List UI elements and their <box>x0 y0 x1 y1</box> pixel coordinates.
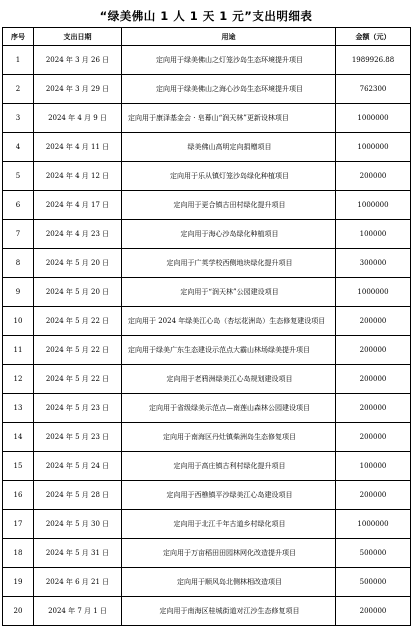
cell-index: 6 <box>3 191 34 220</box>
cell-index: 15 <box>3 452 34 481</box>
cell-date: 2024 年 5 月 22 日 <box>34 307 122 336</box>
table-row <box>3 568 411 597</box>
table-row <box>3 162 411 191</box>
cell-purpose: 定向用于绿美佛山之海心沙岛生态环境提升项目 <box>122 75 336 104</box>
cell-index: 17 <box>3 510 34 539</box>
cell-date: 2024 年 3 月 26 日 <box>34 46 122 75</box>
cell-purpose: 绿美佛山高明定向捐赠项目 <box>122 133 336 162</box>
table-row <box>3 191 411 220</box>
cell-amount: 500000 <box>336 539 411 568</box>
cell-purpose: 定向用于老鸦洲绿美江心岛规划建设项目 <box>122 365 336 394</box>
table-row <box>3 423 411 452</box>
column-header-purpose: 用途 <box>122 28 336 46</box>
table-row <box>3 307 411 336</box>
cell-date: 2024 年 3 月 29 日 <box>34 75 122 104</box>
cell-date: 2024 年 4 月 11 日 <box>34 133 122 162</box>
cell-index: 3 <box>3 104 34 133</box>
cell-index: 14 <box>3 423 34 452</box>
cell-amount: 1000000 <box>336 278 411 307</box>
table-row <box>3 104 411 133</box>
table-row <box>3 75 411 104</box>
expenditure-table <box>2 27 411 626</box>
cell-index: 9 <box>3 278 34 307</box>
table-body <box>3 46 411 626</box>
cell-date: 2024 年 5 月 23 日 <box>34 423 122 452</box>
cell-index: 11 <box>3 336 34 365</box>
cell-index: 13 <box>3 394 34 423</box>
cell-purpose: 定向用于乐从镇灯笼沙岛绿化种植项目 <box>122 162 336 191</box>
cell-amount: 300000 <box>336 249 411 278</box>
cell-amount: 100000 <box>336 452 411 481</box>
table-row <box>3 481 411 510</box>
cell-date: 2024 年 5 月 30 日 <box>34 510 122 539</box>
cell-date: 2024 年 5 月 31 日 <box>34 539 122 568</box>
cell-purpose: 定向用于顺风岛北侧林相改造项目 <box>122 568 336 597</box>
table-header-row <box>3 28 411 46</box>
cell-date: 2024 年 4 月 12 日 <box>34 162 122 191</box>
document-title: “绿美佛山 1 人 1 天 1 元”支出明细表 <box>99 9 313 23</box>
cell-amount: 200000 <box>336 423 411 452</box>
column-header-date: 支出日期 <box>34 28 122 46</box>
cell-amount: 200000 <box>336 481 411 510</box>
cell-amount: 100000 <box>336 220 411 249</box>
table-row <box>3 394 411 423</box>
cell-purpose: 定向用于 2024 年绿美江心岛（杏坛花洲岛）生态修复建设项目 <box>122 307 336 336</box>
cell-purpose: 定向用于绿美广东生态建设示范点大霸山林场绿美提升项目 <box>122 336 336 365</box>
table-row <box>3 510 411 539</box>
cell-purpose: 定向用于康泽基金会 · 皂幕山“润天林”更新设林项目 <box>122 104 336 133</box>
table-row <box>3 365 411 394</box>
column-header-index: 序号 <box>3 28 34 46</box>
cell-purpose: 定向用于广英学校西侧地块绿化提升项目 <box>122 249 336 278</box>
table-row <box>3 249 411 278</box>
table-row <box>3 220 411 249</box>
cell-date: 2024 年 5 月 23 日 <box>34 394 122 423</box>
cell-amount: 200000 <box>336 162 411 191</box>
cell-date: 2024 年 5 月 24 日 <box>34 452 122 481</box>
table-row <box>3 133 411 162</box>
cell-index: 20 <box>3 597 34 626</box>
cell-amount: 1000000 <box>336 191 411 220</box>
cell-date: 2024 年 5 月 22 日 <box>34 336 122 365</box>
cell-date: 2024 年 4 月 17 日 <box>34 191 122 220</box>
cell-index: 19 <box>3 568 34 597</box>
table-row <box>3 336 411 365</box>
cell-amount: 1989926.88 <box>336 46 411 75</box>
cell-index: 10 <box>3 307 34 336</box>
cell-date: 2024 年 4 月 23 日 <box>34 220 122 249</box>
cell-index: 2 <box>3 75 34 104</box>
cell-index: 16 <box>3 481 34 510</box>
table-row <box>3 278 411 307</box>
cell-amount: 500000 <box>336 568 411 597</box>
cell-amount: 200000 <box>336 597 411 626</box>
cell-index: 7 <box>3 220 34 249</box>
cell-amount: 200000 <box>336 365 411 394</box>
column-header-amount: 金额（元） <box>336 28 411 46</box>
cell-date: 2024 年 5 月 22 日 <box>34 365 122 394</box>
cell-index: 12 <box>3 365 34 394</box>
cell-date: 2024 年 5 月 20 日 <box>34 249 122 278</box>
cell-date: 2024 年 5 月 28 日 <box>34 481 122 510</box>
table-row <box>3 597 411 626</box>
cell-index: 8 <box>3 249 34 278</box>
cell-purpose: 定向用于高庄镇古利村绿化提升项目 <box>122 452 336 481</box>
cell-purpose: 定向用于南海区丹灶镇柴洲岛生态修复项目 <box>122 423 336 452</box>
cell-date: 2024 年 4 月 9 日 <box>34 104 122 133</box>
cell-purpose: 定向用于绿美佛山之灯笼沙岛生态环境提升项目 <box>122 46 336 75</box>
cell-purpose: 定向用于海心沙岛绿化种植项目 <box>122 220 336 249</box>
cell-purpose: 定向用于南海区桂城街道对江沙生态修复项目 <box>122 597 336 626</box>
cell-date: 2024 年 6 月 21 日 <box>34 568 122 597</box>
cell-amount: 1000000 <box>336 133 411 162</box>
cell-purpose: 定向用于“润天林”公园建设项目 <box>122 278 336 307</box>
cell-amount: 1000000 <box>336 510 411 539</box>
cell-amount: 200000 <box>336 307 411 336</box>
cell-index: 1 <box>3 46 34 75</box>
cell-purpose: 定向用于西樵镇平沙绿美江心岛建设项目 <box>122 481 336 510</box>
cell-index: 4 <box>3 133 34 162</box>
cell-purpose: 定向用于北江千年古道乡村绿化项目 <box>122 510 336 539</box>
table-row <box>3 452 411 481</box>
cell-purpose: 定向用于省级绿美示范点—南莲山森林公园建设项目 <box>122 394 336 423</box>
cell-amount: 200000 <box>336 394 411 423</box>
cell-date: 2024 年 5 月 20 日 <box>34 278 122 307</box>
table-row <box>3 539 411 568</box>
cell-date: 2024 年 7 月 1 日 <box>34 597 122 626</box>
cell-index: 5 <box>3 162 34 191</box>
cell-amount: 762300 <box>336 75 411 104</box>
cell-purpose: 定向用于更合镇古田村绿化提升项目 <box>122 191 336 220</box>
table-row <box>3 46 411 75</box>
cell-index: 18 <box>3 539 34 568</box>
cell-amount: 1000000 <box>336 104 411 133</box>
cell-amount: 200000 <box>336 336 411 365</box>
cell-purpose: 定向用于万亩稻田田园林网化改造提升项目 <box>122 539 336 568</box>
